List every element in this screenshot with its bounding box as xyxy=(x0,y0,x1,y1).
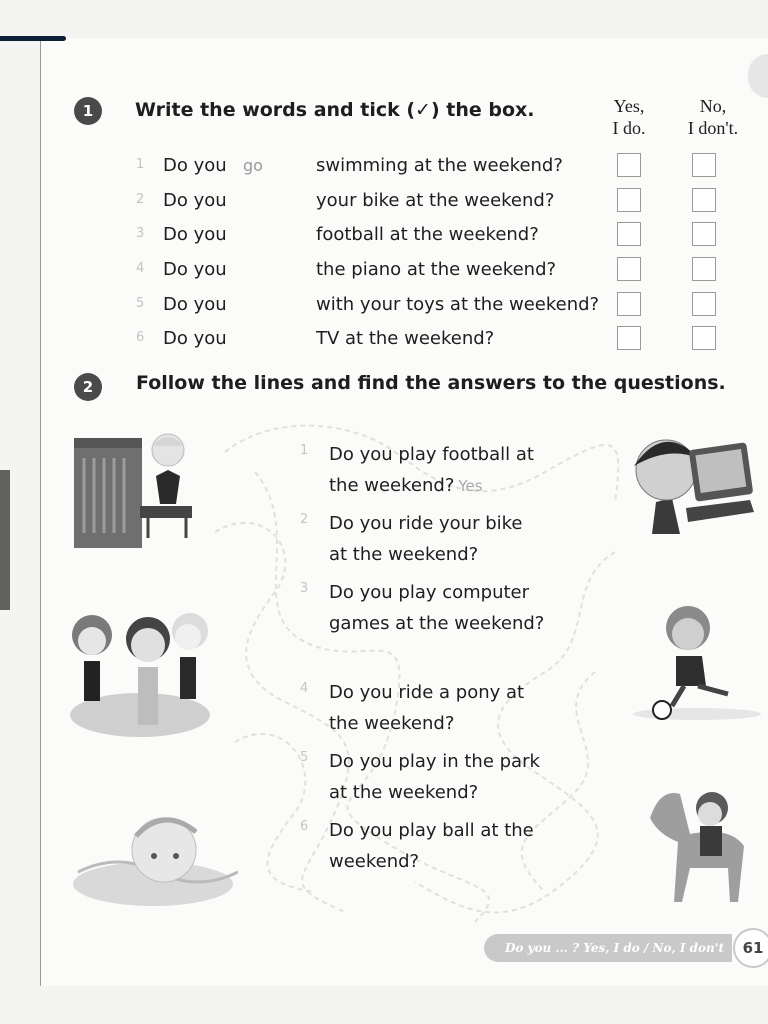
tick-box-no[interactable] xyxy=(692,292,716,316)
top-bookmark-mark xyxy=(0,36,66,41)
question-line-1: Do you play in the park xyxy=(329,751,540,772)
tick-box-yes[interactable] xyxy=(617,326,641,350)
sentence-row xyxy=(0,323,768,357)
question-line-2: games at the weekend? xyxy=(329,613,545,634)
row-lead: Do you xyxy=(163,190,227,211)
left-edge-strip xyxy=(0,470,10,610)
row-rest: football at the weekend? xyxy=(316,224,539,245)
question-line-2: the weekend? xyxy=(329,475,455,496)
row-rest: TV at the weekend? xyxy=(316,328,495,349)
row-lead: Do you xyxy=(163,294,227,315)
row-number: 6 xyxy=(136,330,145,345)
question-number: 1 xyxy=(300,443,309,458)
row-lead: Do you xyxy=(163,259,227,280)
tick-box-no[interactable] xyxy=(692,153,716,177)
question-answer[interactable]: Yes xyxy=(458,477,483,495)
sentence-row xyxy=(0,150,768,184)
question-number: 5 xyxy=(300,750,309,765)
exercise-1-number: 1 xyxy=(74,97,102,125)
row-number: 3 xyxy=(136,226,145,241)
question-line-2: the weekend? xyxy=(329,713,455,734)
header-yes: Yes, I do. xyxy=(612,96,646,138)
question-number: 4 xyxy=(300,681,309,696)
tick-box-yes[interactable] xyxy=(617,257,641,281)
question-number: 3 xyxy=(300,581,309,596)
exercise-1-title: Write the words and tick (✓) the box. xyxy=(135,99,535,121)
row-rest: with your toys at the weekend? xyxy=(316,294,600,315)
header-no: No, I don't. xyxy=(687,96,739,138)
row-lead: Do you xyxy=(163,155,227,176)
question-line-2: at the weekend? xyxy=(329,544,479,565)
sentence-row xyxy=(0,219,768,253)
page-number: 61 xyxy=(733,928,768,968)
pony-rider-illustration xyxy=(630,778,750,913)
tick-box-no[interactable] xyxy=(692,257,716,281)
row-rest: swimming at the weekend? xyxy=(316,155,563,176)
question-line-2: weekend? xyxy=(329,851,420,872)
swimming-kid-illustration xyxy=(68,812,238,912)
singing-kids-illustration xyxy=(60,605,220,740)
exercise-2-number: 2 xyxy=(74,373,102,401)
question-line-1: Do you play ball at the xyxy=(329,820,534,841)
football-kid-illustration xyxy=(632,602,762,720)
row-answer[interactable]: go xyxy=(243,156,263,175)
computer-kid-illustration xyxy=(626,430,758,540)
question-line-1: Do you play football at xyxy=(329,444,534,465)
sentence-row xyxy=(0,185,768,219)
tick-box-yes[interactable] xyxy=(617,222,641,246)
row-number: 2 xyxy=(136,192,145,207)
tick-box-yes[interactable] xyxy=(617,188,641,212)
tick-box-yes[interactable] xyxy=(617,292,641,316)
sentence-row xyxy=(0,254,768,288)
question-line-2: at the weekend? xyxy=(329,782,479,803)
row-number: 1 xyxy=(136,157,145,172)
tick-box-no[interactable] xyxy=(692,222,716,246)
exercise-2-title: Follow the lines and find the answers to the questions. xyxy=(136,372,726,394)
row-lead: Do you xyxy=(163,224,227,245)
row-rest: your bike at the weekend? xyxy=(316,190,555,211)
question-line-1: Do you play computer xyxy=(329,582,530,603)
piano-kid-illustration xyxy=(70,428,205,553)
question-number: 2 xyxy=(300,512,309,527)
tick-box-no[interactable] xyxy=(692,326,716,350)
question-line-1: Do you ride a pony at xyxy=(329,682,525,703)
question-line-1: Do you ride your bike xyxy=(329,513,523,534)
tick-box-no[interactable] xyxy=(692,188,716,212)
row-lead: Do you xyxy=(163,328,227,349)
row-number: 4 xyxy=(136,261,145,276)
footer-bar: Do you ... ? Yes, I do / No, I don't xyxy=(484,934,732,962)
row-number: 5 xyxy=(136,296,145,311)
row-rest: the piano at the weekend? xyxy=(316,259,557,280)
sentence-row xyxy=(0,289,768,323)
tick-box-yes[interactable] xyxy=(617,153,641,177)
question-number: 6 xyxy=(300,819,309,834)
